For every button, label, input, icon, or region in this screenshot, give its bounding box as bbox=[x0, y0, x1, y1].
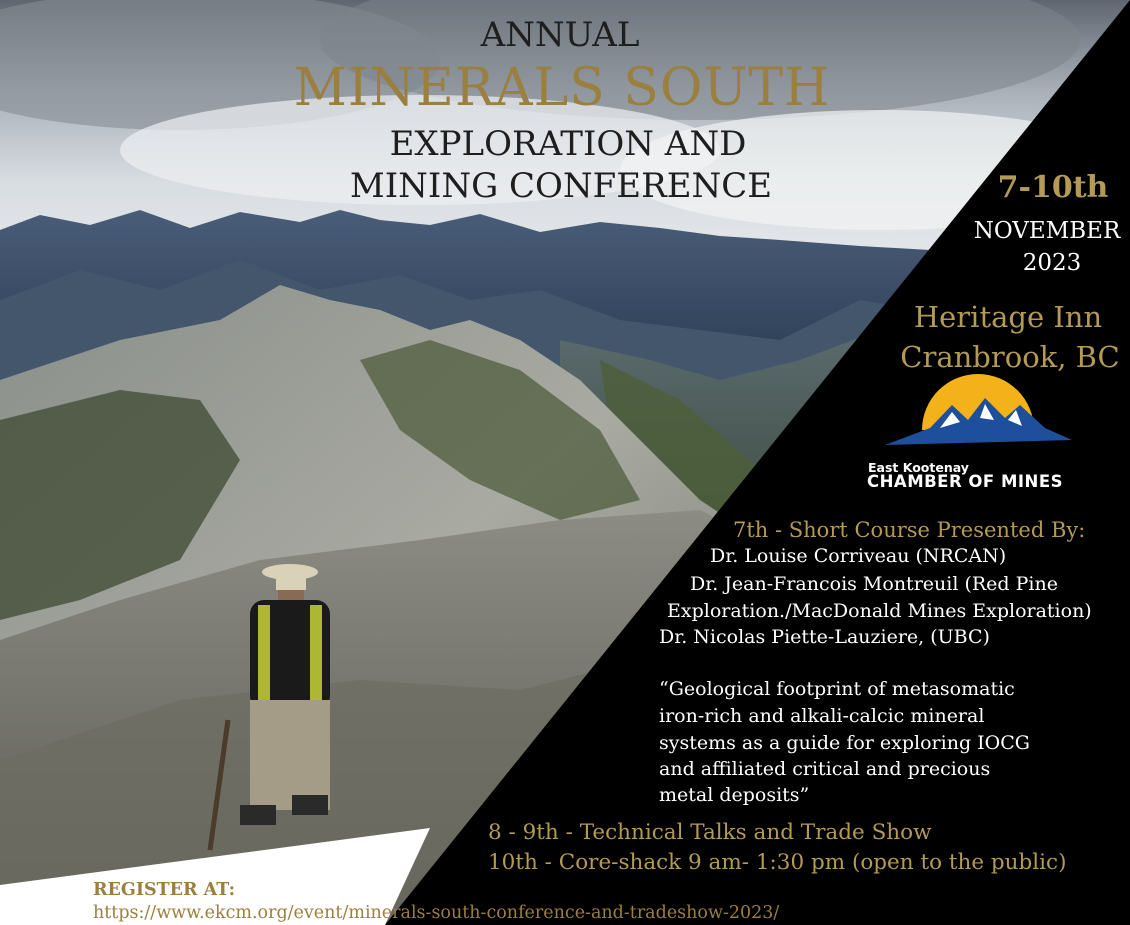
event-year: 2023 bbox=[1022, 250, 1082, 276]
course-title-line-5: metal deposits” bbox=[659, 784, 810, 806]
logo-line1: East Kootenay bbox=[868, 460, 969, 475]
short-course-heading: 7th - Short Course Presented By: bbox=[733, 518, 1086, 542]
course-title-line-4: and affiliated critical and precious bbox=[659, 758, 991, 780]
event-month: NOVEMBER bbox=[973, 218, 1121, 244]
core-shack: 10th - Core-shack 9 am- 1:30 pm (open to the public) bbox=[488, 850, 1067, 875]
header-subtitle-2: MINING CONFERENCE bbox=[349, 166, 773, 206]
presenter-3: Dr. Nicolas Piette-Lauziere, (UBC) bbox=[659, 626, 990, 648]
technical-talks: 8 - 9th - Technical Talks and Trade Show bbox=[488, 820, 932, 845]
course-title-line-2: iron-rich and alkali-calcic mineral bbox=[659, 705, 985, 727]
event-dates: 7-10th bbox=[997, 170, 1109, 205]
presenter-2-cont: Exploration./MacDonald Mines Exploration) bbox=[667, 600, 1092, 622]
course-title-line-3: systems as a guide for exploring IOCG bbox=[659, 732, 1030, 754]
logo-line2: CHAMBER OF MINES bbox=[867, 472, 1063, 491]
header-subtitle-1: EXPLORATION AND bbox=[389, 124, 747, 164]
course-title-line-1: “Geological footprint of metasomatic bbox=[659, 678, 1015, 700]
register-url-link[interactable]: https://www.ekcm.org/event/minerals-south-conference-and-tradeshow-2023/ bbox=[93, 903, 780, 923]
presenter-2: Dr. Jean-Francois Montreuil (Red Pine bbox=[690, 573, 1058, 595]
presenter-1: Dr. Louise Corriveau (NRCAN) bbox=[710, 545, 1007, 567]
event-city: Cranbrook, BC bbox=[900, 340, 1120, 374]
event-venue: Heritage Inn bbox=[913, 300, 1103, 334]
register-label: REGISTER AT: bbox=[93, 880, 236, 900]
header-title: MINERALS SOUTH bbox=[293, 58, 831, 118]
header-annual: ANNUAL bbox=[480, 15, 640, 55]
